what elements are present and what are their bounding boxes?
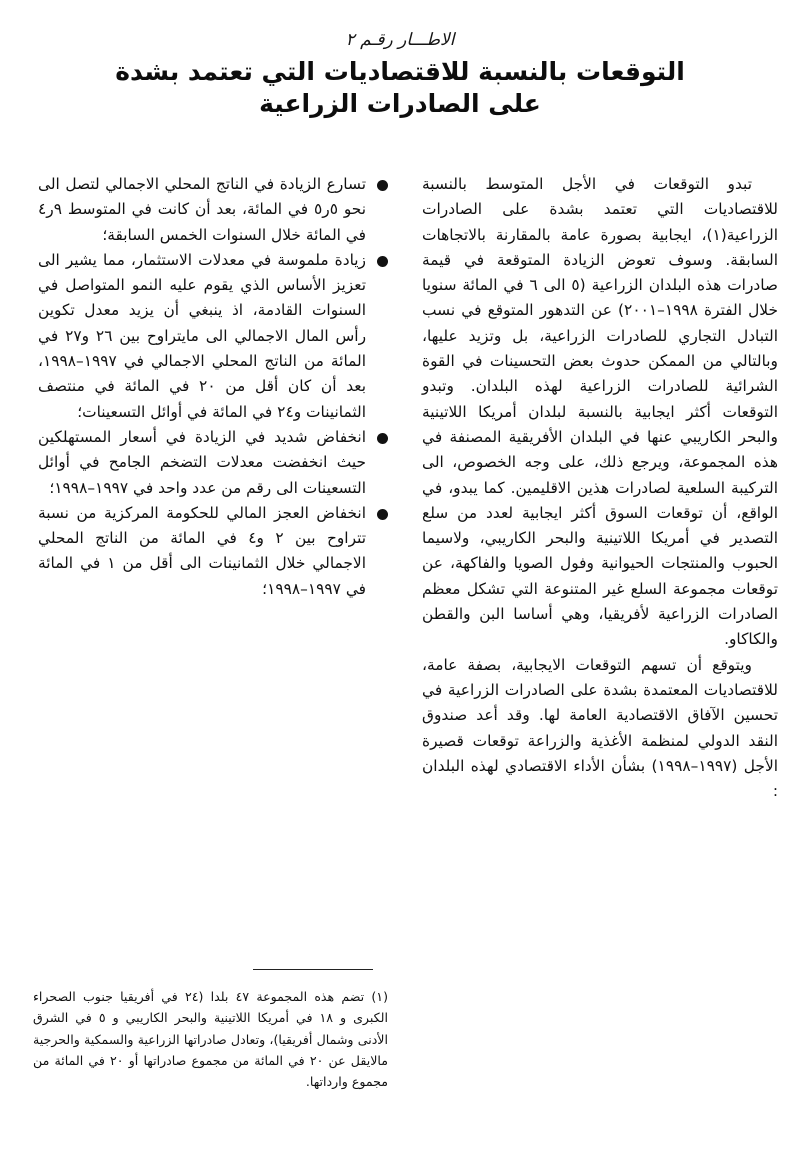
bullet-text: تسارع الزيادة في الناتج المحلي الاجمالي لتصل الى نحو ٥ر٥ في المائة، بعد أن كانت في المتوسط ٩ر٤ في المائة خلال السنوات الخمس السابقة؛	[38, 175, 367, 244]
body-paragraph-2: ويتوقع أن تسهم التوقعات الايجابية، بصفة عامة، للاقتصاديات المعتمدة بشدة على الصادرات الزراعية في تحسين الآفاق الاقتصادية العامة لها. وقد أعد صندوق النقد الدولي لمنظمة الأغذية والزراعة توقعات قصيرة الأجل (١٩٩٧–١٩٩٨) بشأن الأداء الاقتصادي لهذه البلدان :	[422, 655, 779, 801]
bullet-dot-icon	[377, 256, 388, 267]
body-paragraph-1: تبدو التوقعات في الأجل المتوسط بالنسبة للاقتصاديات التي تعتمد بشدة على الصادرات الزراعية(١)، ايجابية بصورة عامة بالمقارنة بالاتجاهات السابقة. وسوف تعوض الزيادة المتوقعة في قيمة صادرات هذه البلدان الزراعية (٥ الى ٦ في المائة سنويا خلال الفترة ١٩٩٨–٢٠٠١) عن التدهور المتوقع في نسب التبادل التجاري للصادرات الزراعية، بل وتزيد عليها، وبالتالي من الممكن حدوث بعض التحسينات في القوة الشرائية للصادرات الزراعية لهذه البلدان. وتبدو التوقعات أكثر ايجابية بالنسبة لبلدان أمريكا اللاتينية والبحر الكاريبي عنها في البلدان الأفريقية المصنفة في هذه المجموعة، ويرجع ذلك، على وجه الخصوص، الى التركيبة السلعية لصادرات هذين الاقليمين. كما يبدو، في الواقع، أن توقعات السوق أكثر ايجابية لعدد من سلع التصدير في أمريكا اللاتينية والبحر الكاريبي، ولاسيما الحبوب والمنتجات الحيوانية وفول الصويا والفاكهة، عن توقعات مجموعة السلع غير المتنوعة التي تشكل معظم الصادرات الزراعية لأفريقيا، وهي أساسا البن والقطن والكاكاو.	[422, 175, 779, 649]
right-column	[422, 172, 778, 804]
bullet-item-gdp-growth	[38, 172, 388, 248]
box-header	[0, 28, 800, 120]
bullet-text: زيادة ملموسة في معدلات الاستثمار، مما يشير الى تعزيز الأساس الذي يقوم عليه النمو المتواصل في السنوات القادمة، اذ ينبغي أن يزيد معدل تكوين رأس المال الاجمالي الى مايتراوح بين ٢٦ و٢٧ في المائة من الناتج المحلي الاجمالي في ١٩٩٧–١٩٩٨، بعد أن كان أقل من ٢٠ في المائة في منتصف الثمانينات و٢٤ في المائة في أوائل التسعينات؛	[38, 250, 367, 421]
bullet-dot-icon	[377, 433, 388, 444]
forecast-bullet-list	[38, 172, 388, 602]
bullet-text: انخفاض شديد في الزيادة في أسعار المستهلكين حيث انخفضت معدلات التضخم الجامح في أوائل التسعينات الى رقم من عدد واحد في ١٩٩٧–١٩٩٨؛	[38, 427, 366, 497]
bullet-item-fiscal-deficit	[38, 501, 388, 602]
bullet-item-inflation	[38, 425, 388, 501]
box-title-line-1: التوقعات بالنسبة للاقتصاديات التي تعتمد بشدة	[115, 57, 685, 86]
footnote-divider	[253, 969, 373, 970]
box-title-line-2: على الصادرات الزراعية	[259, 89, 541, 118]
bullet-item-investment	[38, 248, 388, 425]
bullet-text: انخفاض العجز المالي للحكومة المركزية من نسبة تتراوح بين ٢ و٤ في المائة من الناتج المحلي الاجمالي خلال الثمانينات الى أقل من ١ في المائة في ١٩٩٧–١٩٩٨؛	[38, 503, 367, 598]
box-title	[0, 56, 800, 120]
footnote-1: (١) تضم هذه المجموعة ٤٧ بلدا (٢٤ في أفريقيا جنوب الصحراء الكبرى و ١٨ في أمريكا اللاتينية والبحر الكاريبي و ٥ في الشرق الأدنى وشمال أفريقيا)، وتعادل صادراتها الزراعية والسمكية والحرجية مالايقل عن ٢٠ في المائة من مجموع صادراتها أو ٢٠ في المائة من مجموع وارداتها.	[33, 989, 388, 1090]
bullet-dot-icon	[377, 509, 388, 520]
left-column	[38, 172, 388, 602]
box-number-label: الاطـــار رقـم ٢	[345, 30, 455, 50]
bullet-dot-icon	[377, 180, 388, 191]
